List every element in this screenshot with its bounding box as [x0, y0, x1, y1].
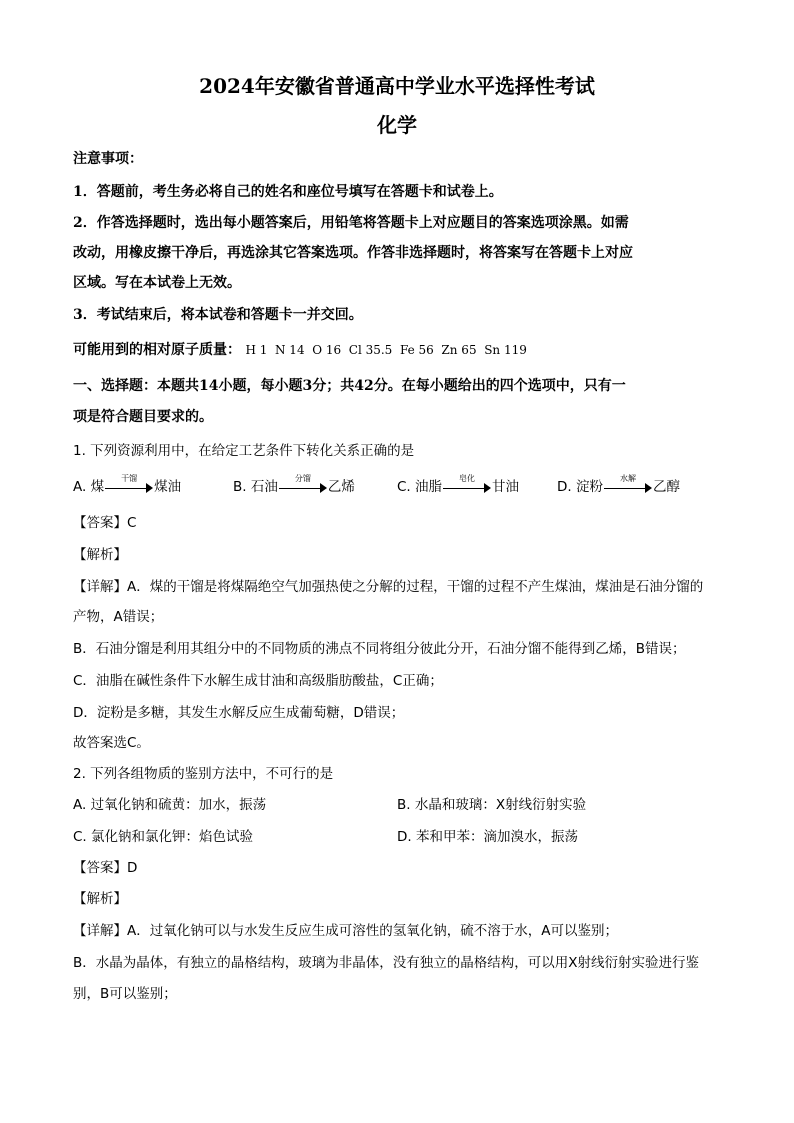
- detail-line: 故答案选C。: [73, 735, 150, 751]
- detail-line: B．石油分馏是利用其组分中的不同物质的沸点不同将组分彼此分开，石油分馏不能得到乙烯，B错误；: [73, 641, 686, 657]
- option-letter: C.: [397, 479, 411, 495]
- detail-line: 产物，A错误；: [73, 609, 164, 625]
- reactant: 石油: [250, 479, 278, 495]
- product: 甘油: [492, 479, 520, 495]
- notes-item: 3．考试结束后，将本试卷和答题卡一并交回。: [73, 307, 363, 323]
- detail-line: B．水晶为晶体，有独立的晶格结构，玻璃为非晶体，没有独立的晶格结构，可以用X射线衍射实验进行鉴: [73, 955, 700, 971]
- detail-line: 【详解】A．煤的干馏是将煤隔绝空气加强热使之分解的过程，干馏的过程不产生煤油，煤油是石油分馏的: [73, 579, 704, 595]
- detail-line: D．淀粉是多糖，其发生水解反应生成葡萄糖，D错误；: [73, 705, 405, 721]
- reaction-arrow-icon: [279, 474, 327, 497]
- detail-line: C．油脂在碱性条件下水解生成甘油和高级脂肪酸盐，C正确；: [73, 673, 443, 689]
- product: 乙烯: [327, 479, 355, 495]
- reactant: 淀粉: [575, 479, 603, 495]
- section-header: 项是符合题目要求的。: [73, 409, 213, 425]
- analysis-label: 【解析】: [73, 891, 127, 907]
- q1-option-c: [397, 474, 520, 497]
- reactant: 油脂: [415, 479, 443, 495]
- arrow-condition: 水解: [619, 474, 636, 483]
- q1-option-b: [233, 474, 355, 497]
- atomic-masses: [73, 340, 527, 360]
- reactant: 煤: [90, 479, 105, 495]
- section-header: 一、选择题：本题共14小题，每小题3分；共42分。在每小题给出的四个选项中，只有一: [73, 378, 626, 394]
- answer-label: 【答案】C: [73, 515, 137, 531]
- reaction-arrow-icon: [443, 474, 491, 497]
- product: 煤油: [154, 479, 182, 495]
- option-letter: D.: [557, 479, 572, 495]
- q2-option-c: C. 氯化钠和氯化钾：焰色试验: [73, 829, 254, 845]
- arrow-condition: 干馏: [121, 474, 138, 483]
- q2-option-a: A. 过氧化钠和硫黄：加水，振荡: [73, 797, 267, 813]
- atomic-masses-values: H 1 N 14 O 16 Cl 35.5 Fe 56 Zn 65 Sn 119: [245, 343, 527, 357]
- question-1-stem: 1. 下列资源利用中，在给定工艺条件下转化关系正确的是: [73, 443, 415, 459]
- exam-title: 2024年安徽省普通高中学业水平选择性考试: [199, 74, 595, 98]
- detail-line: 别，B可以鉴别；: [73, 986, 177, 1002]
- notes-item: 区域。写在本试卷上无效。: [73, 275, 241, 291]
- notes-item: 改动，用橡皮擦干净后，再选涂其它答案选项。作答非选择题时，将答案写在答题卡上对应: [73, 245, 633, 261]
- answer-label: 【答案】D: [73, 860, 138, 876]
- arrow-condition: 分馏: [294, 474, 311, 483]
- reaction-arrow-icon: [105, 474, 153, 497]
- option-letter: A.: [73, 479, 87, 495]
- q1-option-d: [557, 474, 680, 497]
- reaction-arrow-icon: [604, 474, 652, 497]
- arrow-condition: 皂化: [459, 474, 476, 483]
- option-letter: B.: [233, 479, 247, 495]
- notes-item: 1．答题前，考生务必将自己的姓名和座位号填写在答题卡和试卷上。: [73, 184, 503, 200]
- detail-line: 【详解】A．过氧化钠可以与水发生反应生成可溶性的氢氧化钠，硫不溶于水，A可以鉴别；: [73, 923, 618, 939]
- subject-title: 化学: [377, 113, 417, 137]
- product: 乙醇: [652, 479, 680, 495]
- q1-option-a: [73, 474, 182, 497]
- notes-heading: 注意事项：: [73, 151, 143, 167]
- q2-option-d: D. 苯和甲苯：滴加溴水，振荡: [397, 829, 578, 845]
- atomic-masses-label: 可能用到的相对原子质量：: [73, 342, 241, 358]
- notes-item: 2．作答选择题时，选出每小题答案后，用铅笔将答题卡上对应题目的答案选项涂黑。如需: [73, 215, 629, 231]
- analysis-label: 【解析】: [73, 547, 127, 563]
- question-2-stem: 2. 下列各组物质的鉴别方法中，不可行的是: [73, 766, 334, 782]
- q2-option-b: B. 水晶和玻璃：X射线衍射实验: [397, 797, 587, 813]
